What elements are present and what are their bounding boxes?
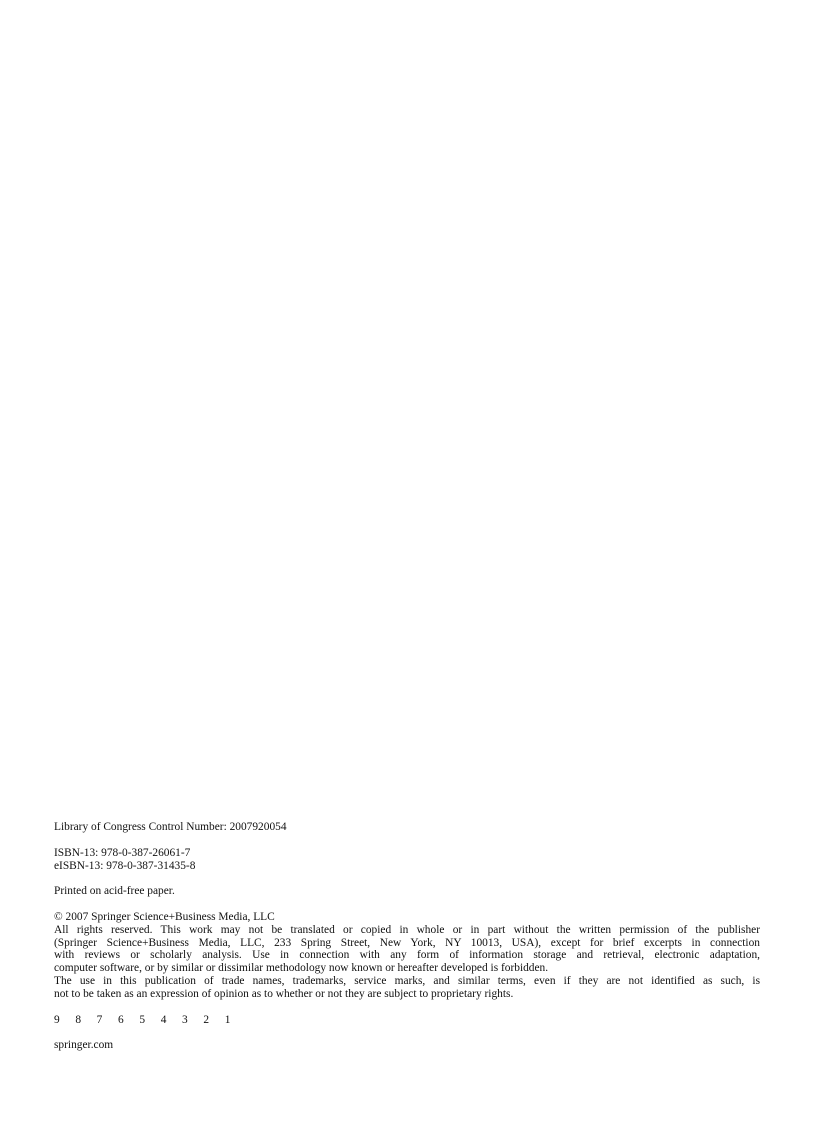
printing-paragraph: [54, 1014, 760, 1027]
copyright-block: [54, 821, 760, 1052]
trademark-line: not to be taken as an expression of opinion as to whether or not they are subject to proprietary rights.: [54, 988, 514, 1001]
printing-line: 9 8 7 6 5 4 3 2 1: [54, 1013, 237, 1026]
lccn-text: Library of Congress Control Number: 2007920054: [54, 821, 287, 833]
lccn-paragraph: [54, 821, 760, 834]
isbn-electronic: eISBN-13: 978-0-387-31435-8: [54, 859, 196, 872]
website-text: springer.com: [54, 1039, 114, 1052]
website-paragraph: [54, 1039, 760, 1052]
copyright-paragraph: [54, 911, 760, 1001]
rights-line: with reviews or scholarly analysis. Use in connection with any form of information storage and retrieval, electronic adaptation,: [54, 949, 760, 962]
rights-line: computer software, or by similar or dissimilar methodology now known or hereafter developed is forbidden.: [54, 962, 549, 975]
isbn-print: ISBN-13: 978-0-387-26061-7: [54, 846, 191, 859]
rights-line: All rights reserved. This work may not be translated or copied in whole or in part without the written permission of the publisher: [54, 923, 760, 936]
copyright-notice: © 2007 Springer Science+Business Media, LLC: [54, 910, 275, 923]
isbn-paragraph: [54, 847, 760, 873]
paper-note: Printed on acid-free paper.: [54, 885, 175, 898]
rights-line: (Springer Science+Business Media, LLC, 233 Spring Street, New York, NY 10013, USA), except for brief excerpts in connection: [54, 936, 760, 949]
trademark-line: The use in this publication of trade names, trademarks, service marks, and similar terms, even if they are not identified as such, is: [54, 975, 760, 988]
paper-note-paragraph: [54, 885, 760, 898]
